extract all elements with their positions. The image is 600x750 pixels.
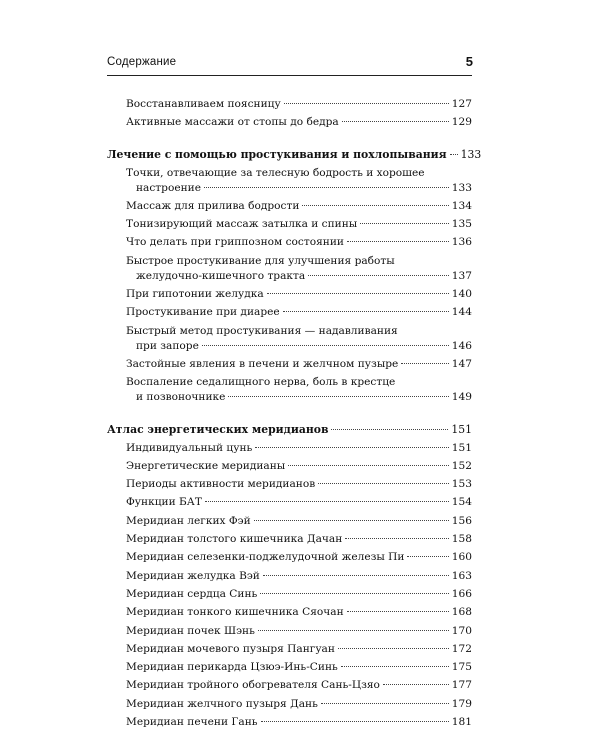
toc-entry-title-line1: Быстрый метод простукивания — надавливания <box>126 324 398 337</box>
toc-entry-page: 149 <box>451 391 472 404</box>
toc-chapter-page: 133 <box>460 148 482 162</box>
toc-entry[interactable] <box>107 115 472 130</box>
leader-dots <box>321 703 449 704</box>
leader-dots <box>202 345 449 346</box>
toc-entry-title: Меридиан тонкого кишечника Сяочан <box>126 606 344 619</box>
toc-chapter-page: 151 <box>451 423 472 437</box>
leader-dots <box>401 363 448 364</box>
toc-entry[interactable] <box>107 514 472 529</box>
leader-dots <box>260 593 448 594</box>
toc-entry-page: 144 <box>451 306 472 319</box>
leader-dots <box>450 154 458 155</box>
toc-entry-page: 152 <box>451 459 472 472</box>
toc-entry-title: настроение <box>136 181 201 194</box>
page-header <box>107 52 472 72</box>
toc-entry-title: Активные массажи от стопы до бедра <box>126 116 339 129</box>
toc-entry-page: 170 <box>451 624 472 637</box>
leader-dots <box>263 575 449 576</box>
toc-entry[interactable] <box>107 550 472 565</box>
toc-entry-title: Меридиан перикарда Цзюэ-Инь-Синь <box>126 661 338 674</box>
toc-entry-page: 134 <box>451 199 472 212</box>
leader-dots <box>204 187 449 188</box>
toc-entry-title: Меридиан селезенки-поджелудочной железы Пи <box>126 551 405 564</box>
toc-entry-page: 146 <box>451 339 472 352</box>
toc-entry-title: Функции БАТ <box>126 496 202 509</box>
toc-entry[interactable] <box>107 375 472 405</box>
toc-entry[interactable] <box>107 441 472 456</box>
toc-entry[interactable] <box>107 569 472 584</box>
toc-entry-page: 137 <box>451 269 472 282</box>
toc-entry-page: 136 <box>451 236 472 249</box>
toc-entry-page: 166 <box>451 587 472 600</box>
toc-entry[interactable] <box>107 254 472 284</box>
toc-entry-page: 179 <box>451 697 472 710</box>
toc-entry-title: Меридиан легких Фэй <box>126 514 251 527</box>
toc-entry-title: Периоды активности меридианов <box>126 478 316 491</box>
toc-entry-page: 140 <box>451 288 472 301</box>
toc-entry-page: 160 <box>451 551 472 564</box>
toc-entry[interactable] <box>107 97 472 112</box>
toc-entry[interactable] <box>107 587 472 602</box>
leader-dots <box>261 721 449 722</box>
toc-entry[interactable] <box>107 324 472 354</box>
leader-dots <box>302 205 448 206</box>
toc-entry-title: Что делать при гриппозном состоянии <box>126 236 344 249</box>
page-number: 5 <box>465 54 473 69</box>
toc-chapter-title: Атлас энергетических меридианов <box>107 423 329 437</box>
toc-entry-title: Массаж для прилива бодрости <box>126 199 300 212</box>
leader-dots <box>347 611 449 612</box>
toc-entry-page: 154 <box>451 496 472 509</box>
leader-dots <box>383 684 449 685</box>
leader-dots <box>205 501 449 502</box>
leader-dots <box>228 396 448 397</box>
toc-entry[interactable] <box>107 697 472 712</box>
toc-entry-title: при запоре <box>136 339 199 352</box>
toc-entry-page: 151 <box>451 441 472 454</box>
toc-entry-page: 163 <box>451 569 472 582</box>
toc-entry[interactable] <box>107 477 472 492</box>
toc-entry-title: Тонизирующий массаж затылка и спины <box>126 218 358 231</box>
leader-dots <box>341 666 449 667</box>
leader-dots <box>360 223 449 224</box>
leader-dots <box>308 275 449 276</box>
toc-entry[interactable] <box>107 605 472 620</box>
toc-entry-page: 181 <box>451 716 472 729</box>
toc-entry-title-line1: Быстрое простукивание для улучшения работы <box>126 254 395 267</box>
toc-entry-page: 147 <box>451 357 472 370</box>
toc-entry-title: Простукивание при диарее <box>126 306 280 319</box>
toc-entry-title: Энергетические меридианы <box>126 459 286 472</box>
toc-entry-page: 177 <box>451 679 472 692</box>
running-title: Содержание <box>107 56 177 68</box>
leader-dots <box>345 538 449 539</box>
toc-entry-page: 175 <box>451 661 472 674</box>
toc-entry[interactable] <box>107 532 472 547</box>
toc-entry-title: Меридиан желчного пузыря Дань <box>126 697 318 710</box>
toc-entry[interactable] <box>107 495 472 510</box>
leader-dots <box>338 648 449 649</box>
table-of-contents <box>107 97 482 733</box>
toc-entry[interactable] <box>107 287 472 302</box>
toc-entry-title: Восстанавливаем поясницу <box>126 98 281 110</box>
toc-entry-title-line1: Воспаление седалищного нерва, боль в крестце <box>126 376 396 389</box>
toc-entry-title: Меридиан тройного обогревателя Сань-Цзяо <box>126 679 380 692</box>
toc-entry-title: Меридиан почек Шэнь <box>126 624 255 637</box>
toc-entry-page: 172 <box>451 642 472 655</box>
toc-entry[interactable] <box>107 459 472 474</box>
toc-entry[interactable] <box>107 715 472 730</box>
leader-dots <box>407 556 448 557</box>
toc-entry-title: Индивидуальный цунь <box>126 441 253 454</box>
toc-entry-title-line1: Точки, отвечающие за телесную бодрость и хорошее <box>126 166 425 179</box>
leader-dots <box>342 121 449 122</box>
leader-dots <box>284 103 449 104</box>
toc-entry[interactable] <box>107 357 472 372</box>
leader-dots <box>267 293 449 294</box>
toc-entry-page: 156 <box>451 514 472 527</box>
toc-entry-title: и позвоночнике <box>136 391 226 404</box>
toc-entry[interactable] <box>107 624 472 639</box>
leader-dots <box>318 483 449 484</box>
toc-entry-page: 127 <box>451 98 472 110</box>
toc-entry-title: При гипотонии желудка <box>126 288 264 301</box>
toc-entry[interactable] <box>107 642 472 657</box>
leader-dots <box>331 429 448 430</box>
leader-dots <box>347 241 449 242</box>
leader-dots <box>255 447 448 448</box>
leader-dots <box>254 520 449 521</box>
toc-chapter-title: Лечение с помощью простукивания и похлопывания <box>107 148 447 162</box>
toc-entry[interactable] <box>107 235 472 250</box>
toc-entry[interactable] <box>107 678 472 693</box>
toc-entry-page: 153 <box>451 478 472 491</box>
toc-entry[interactable] <box>107 660 472 675</box>
toc-entry-title: Меридиан сердца Синь <box>126 587 258 600</box>
toc-entry-page: 133 <box>451 181 472 194</box>
toc-entry[interactable] <box>107 166 472 196</box>
toc-entry[interactable] <box>107 217 472 232</box>
toc-entry-title: Меридиан печени Гань <box>126 716 258 729</box>
toc-entry[interactable] <box>107 305 472 320</box>
toc-entry-title: Меридиан толстого кишечника Дачан <box>126 533 343 546</box>
toc-entry[interactable] <box>107 199 472 214</box>
toc-entry-title: Меридиан желудка Вэй <box>126 569 260 582</box>
toc-chapter[interactable] <box>107 422 472 437</box>
leader-dots <box>283 311 449 312</box>
leader-dots <box>258 630 449 631</box>
toc-chapter[interactable] <box>107 147 482 162</box>
toc-entry-page: 129 <box>451 116 472 129</box>
header-rule <box>107 75 472 76</box>
toc-entry-page: 135 <box>451 218 472 231</box>
toc-entry-title: желудочно-кишечного тракта <box>136 269 306 282</box>
toc-entry-page: 158 <box>451 533 472 546</box>
toc-entry-title: Застойные явления в печени и желчном пузыре <box>126 357 399 370</box>
leader-dots <box>288 465 449 466</box>
toc-entry-title: Меридиан мочевого пузыря Пангуан <box>126 642 335 655</box>
toc-entry-page: 168 <box>451 606 472 619</box>
